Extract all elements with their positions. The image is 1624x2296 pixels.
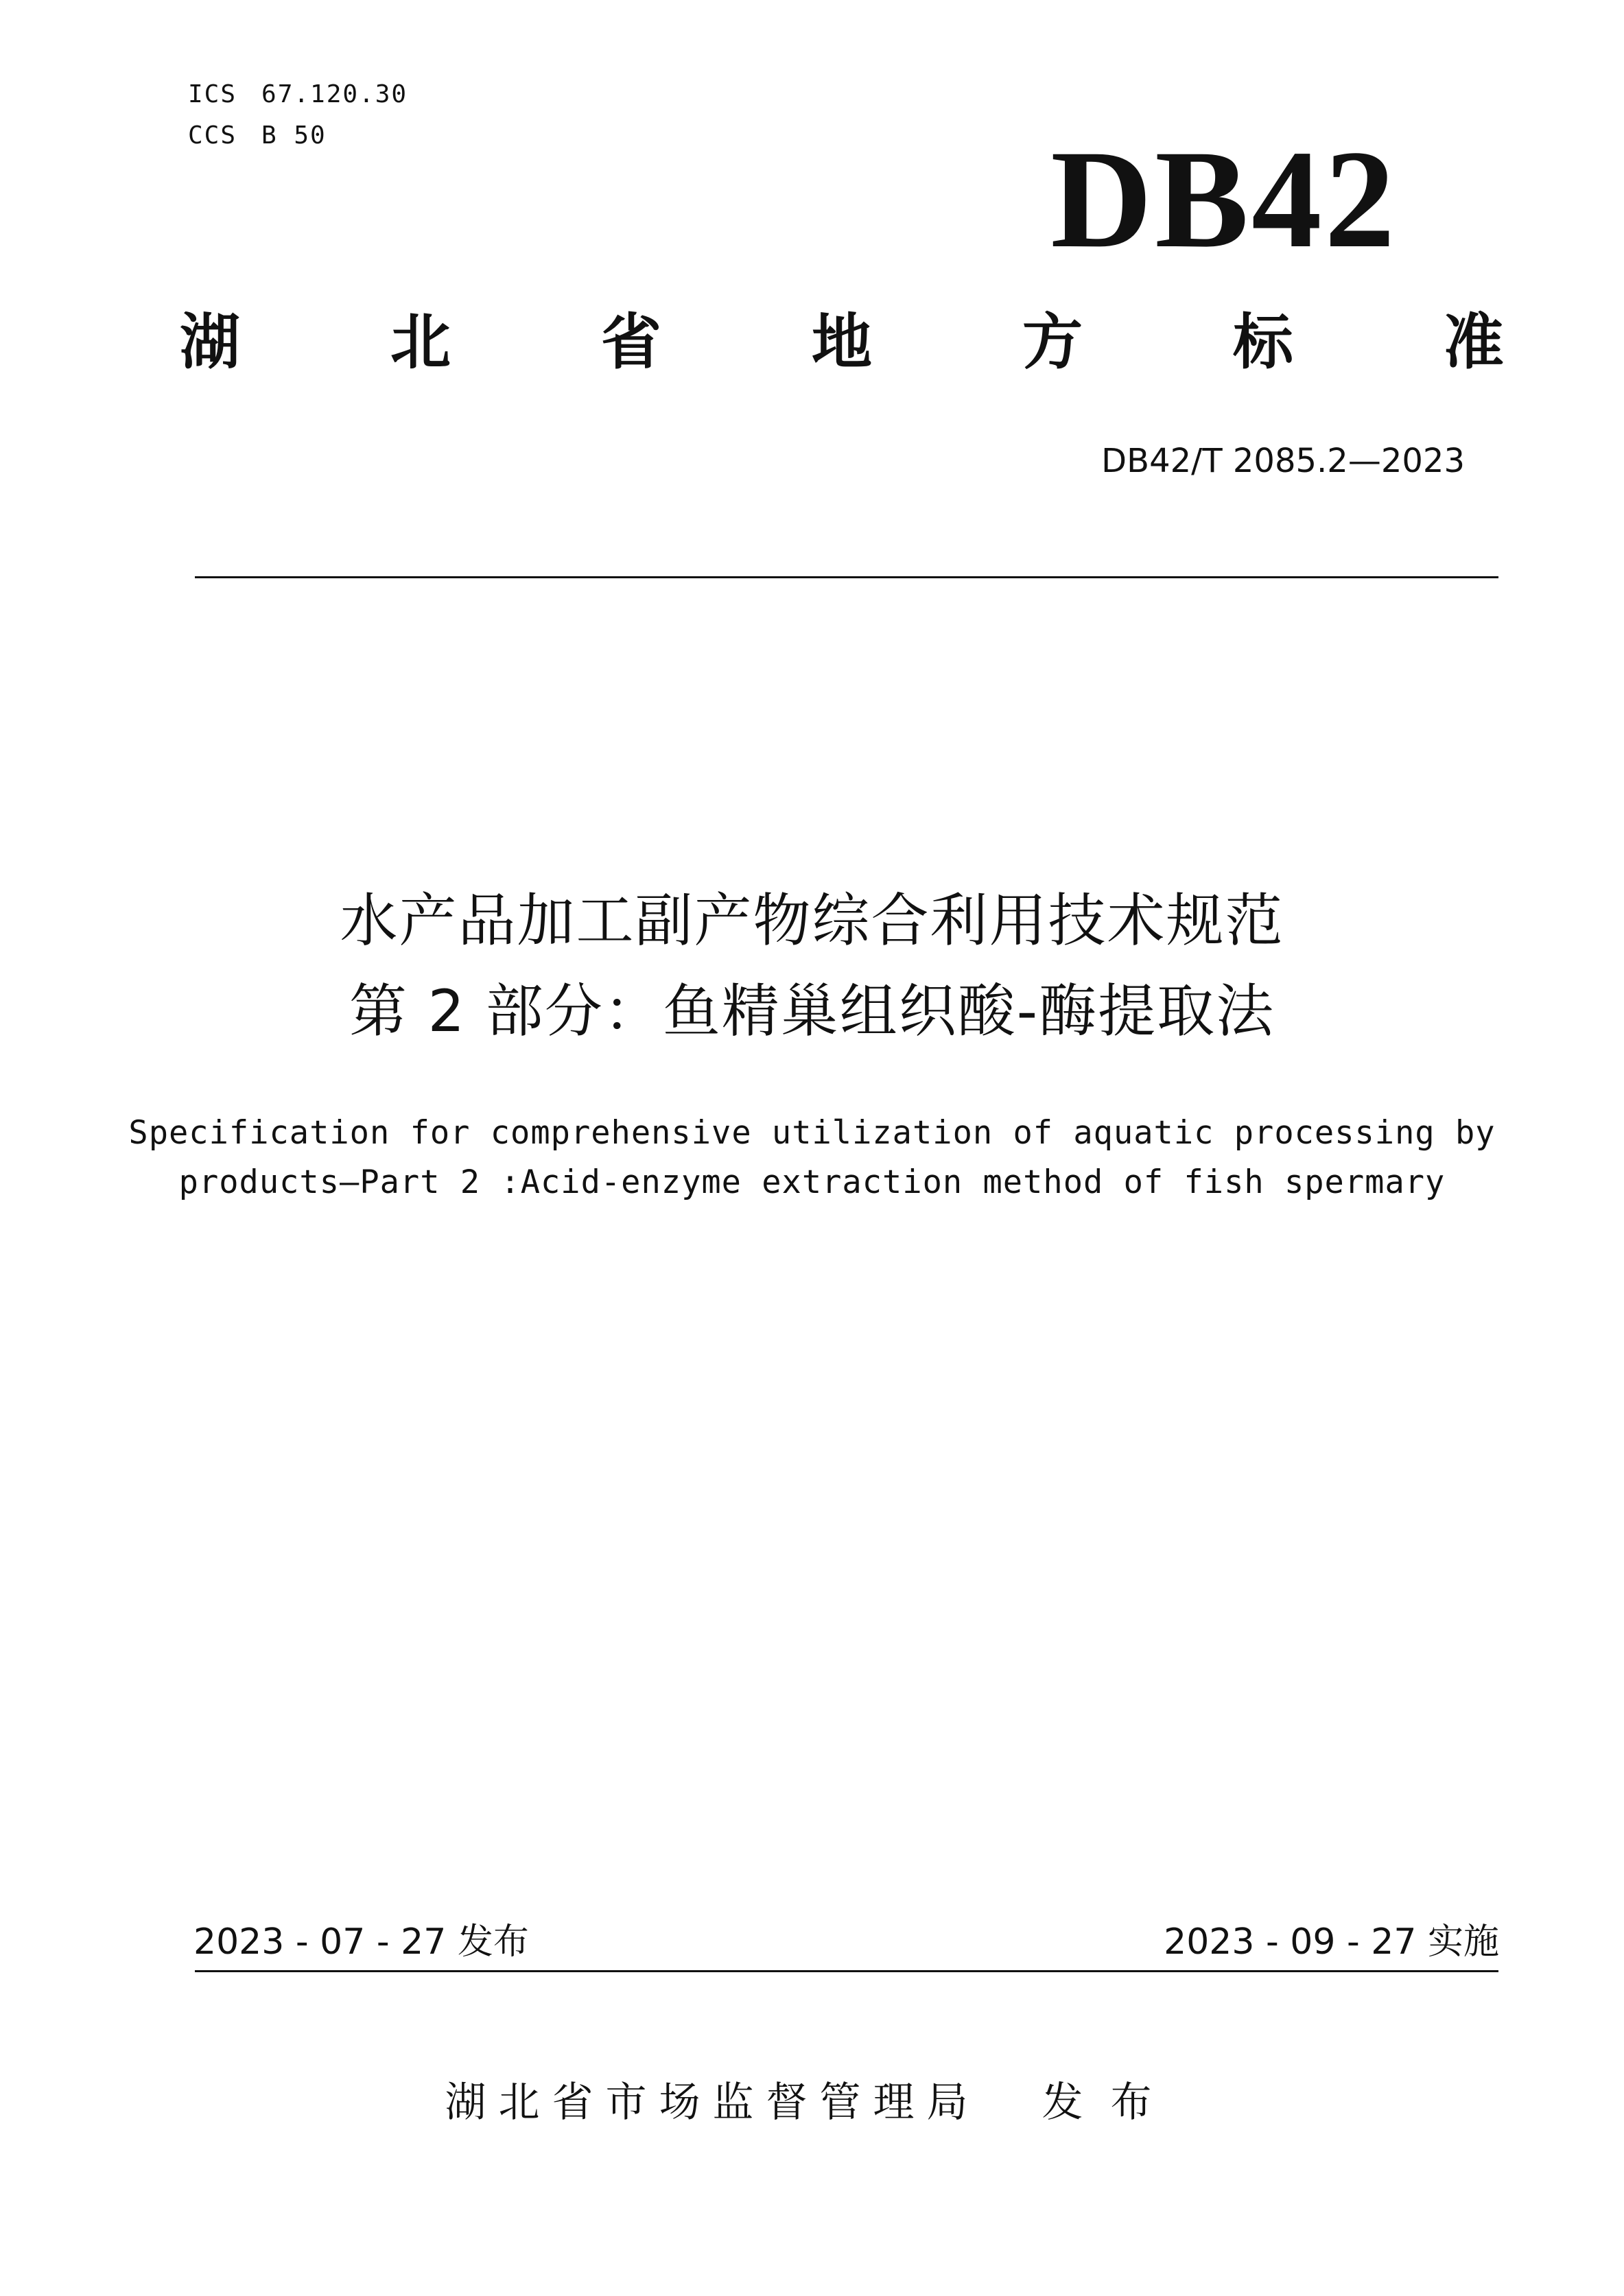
standard-type-char: 标: [1232, 307, 1293, 377]
ccs-classification: [188, 121, 327, 150]
publisher-action: 发布: [1042, 2079, 1179, 2127]
standard-type-heading: [180, 307, 1504, 377]
chinese-title-line-1: 水产品加工副产物综合利用技术规范: [340, 887, 1284, 954]
publish-date: 2023 - 07 - 27 发布: [193, 1921, 529, 1963]
standard-type-char: 省: [600, 307, 661, 377]
standard-type-char: 准: [1443, 307, 1504, 377]
ccs-label: CCS: [188, 121, 237, 150]
standard-type-char: 湖: [180, 307, 241, 377]
ics-classification: [188, 80, 408, 108]
ccs-code: B 50: [261, 121, 327, 150]
db42-logo: DB42: [1050, 121, 1398, 277]
english-title-line-2: products—Part 2 :Acid-enzyme extraction method of fish spermary: [178, 1163, 1446, 1201]
standard-type-char: 方: [1022, 307, 1083, 377]
implementation-date: 2023 - 09 - 27 实施: [1164, 1921, 1499, 1963]
ics-code: 67.120.30: [261, 80, 408, 108]
ics-label: ICS: [188, 80, 237, 108]
publisher-line: [0, 2079, 1624, 2127]
standard-type-char: 地: [811, 307, 872, 377]
standard-type-char: 北: [390, 307, 451, 377]
chinese-title-line-2: 第 2 部分：鱼精巢组织酸-酶提取法: [349, 978, 1275, 1045]
publisher-name: 湖北省市场监督管理局: [445, 2079, 980, 2127]
standard-number: DB42/T 2085.2—2023: [1101, 442, 1465, 480]
header-divider: [195, 576, 1498, 578]
footer-divider: [195, 1970, 1498, 1972]
english-title-line-1: Specification for comprehensive utilization of aquatic processing by: [128, 1114, 1496, 1152]
